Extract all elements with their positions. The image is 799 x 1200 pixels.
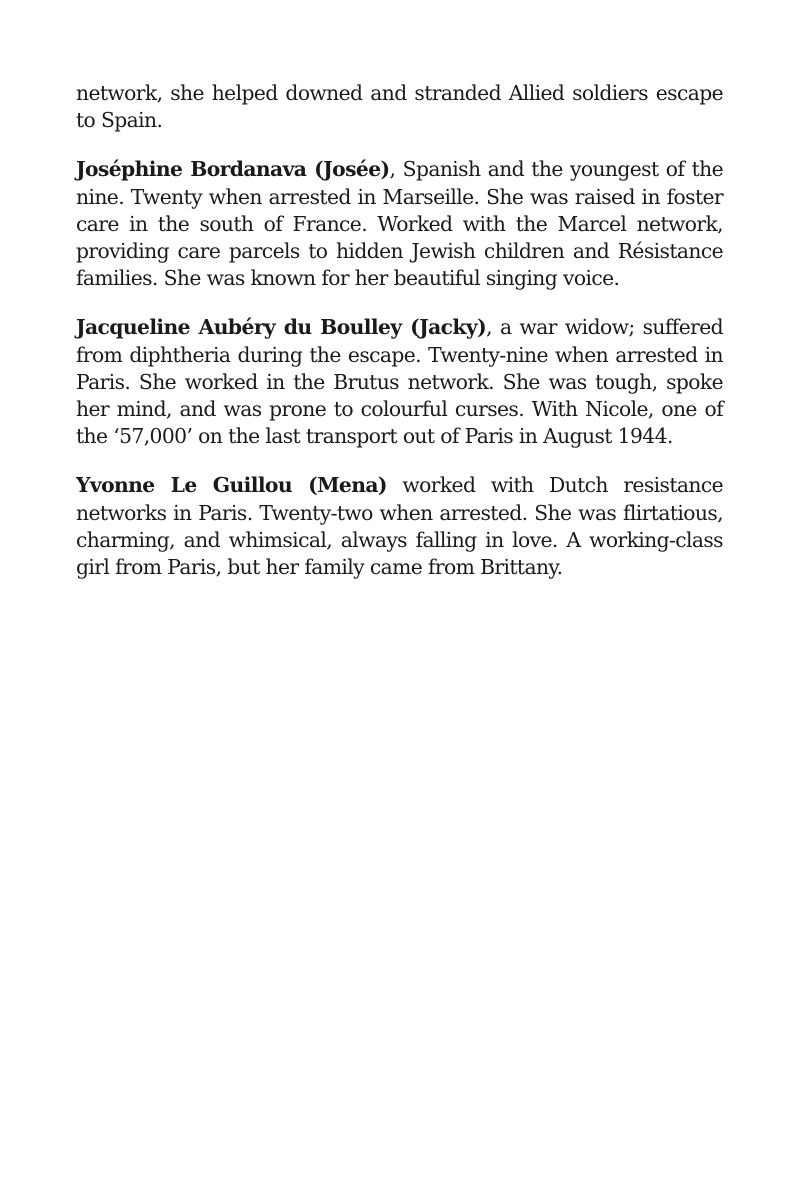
- person-name: Yvonne Le Guillou (Mena): [76, 473, 387, 498]
- person-name: Joséphine Bordanava (Josée): [76, 157, 390, 182]
- paragraph-continuation: [76, 80, 723, 134]
- paragraph-josee: [76, 156, 723, 292]
- paragraph-mena: [76, 472, 723, 581]
- person-name: Jacqueline Aubéry du Boulley (Jacky): [76, 315, 487, 340]
- document-page: [76, 80, 723, 581]
- paragraph-text: network, she helped downed and stranded Allied soldiers escape to Spain.: [76, 81, 723, 133]
- paragraph-text: worked with Dutch resistance networks in Paris. Twenty-two when arrested. She was flirtatious, charming, and whimsical, always falling in love. A working-class girl from Paris, but her family came from Brittany.: [76, 473, 724, 580]
- paragraph-jacky: [76, 314, 723, 450]
- paragraph-text: , Spanish and the youngest of the nine. Twenty when arrested in Marseille. She was raised in foster care in the south of France. Worked with the Marcel network, providing care parcels to hidden Jewish children and Résistance families. She was known for her beautiful singing voice.: [76, 157, 723, 291]
- paragraph-text: , a war widow; suffered from diphtheria during the escape. Twenty-nine when arrested in Paris. She worked in the Brutus network. She was tough, spoke her mind, and was prone to colourful curses. With Nicole, one of the ‘57,000’ on the last transport out of Paris in August 1944.: [76, 315, 723, 449]
